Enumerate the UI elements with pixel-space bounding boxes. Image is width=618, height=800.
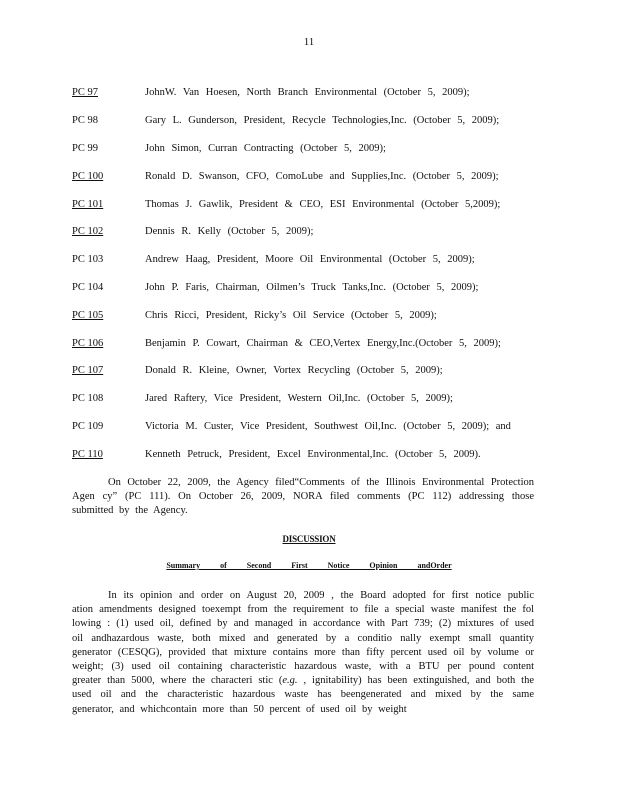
public-comment-row bbox=[72, 310, 552, 324]
public-comment-row bbox=[72, 143, 552, 157]
public-comment-row bbox=[72, 393, 552, 407]
public-comment-row bbox=[72, 226, 552, 240]
public-comment-id: PC 107 bbox=[72, 365, 104, 376]
summary-paragraph-text: In its opinion and order on August 20, 2009 , the Board adopted for first notice public ation amendments designed toexempt from the requirement to file a special waste manifest the fol lowing : (1) used oil, defined by and managed in accordance with Part 739; (2) mixtures of used oil andhazardous waste, both mixed and generated by a conditio nally exempt small quantity generator (CESQG), provided that mixture contains more than fifty percent used oil by volume or weight; (3) used oil containing characteristic hazardous waste, with a BTU per pound content greater than 5000, where the characteri stic ( bbox=[72, 590, 534, 687]
public-comment-description: Jared Raftery, Vice President, Western Oil,Inc. (October 5, 2009); bbox=[145, 393, 453, 404]
public-comment-description: Thomas J. Gawlik, President & CEO, ESI Environmental (October 5,2009); bbox=[145, 199, 501, 210]
public-comment-row bbox=[72, 338, 552, 352]
public-comment-id: PC 104 bbox=[72, 282, 104, 293]
public-comment-row bbox=[72, 365, 552, 379]
public-comment-id: PC 103 bbox=[72, 254, 104, 265]
agency-comments-text: On October 22, 2009, the Agency filed“Comments of the Illinois Environmental Protection Agen cy” (PC 111). On October 26, 2009, NORA filed comments (PC 112) addressing those submitted by the Agency. bbox=[72, 477, 534, 517]
public-comment-description: Ronald D. Swanson, CFO, ComoLube and Supplies,Inc. (October 5, 2009); bbox=[145, 171, 499, 182]
public-comment-description: John P. Faris, Chairman, Oilmen’s Truck Tanks,Inc. (October 5, 2009); bbox=[145, 282, 479, 293]
public-comment-description: Dennis R. Kelly (October 5, 2009); bbox=[145, 226, 314, 237]
agency-comments-paragraph bbox=[72, 476, 534, 519]
public-comment-description: Gary L. Gunderson, President, Recycle Technologies,Inc. (October 5, 2009); bbox=[145, 115, 500, 126]
public-comment-row bbox=[72, 199, 552, 213]
public-comment-row bbox=[72, 171, 552, 185]
discussion-heading: DISCUSSION bbox=[282, 534, 336, 544]
public-comment-id: PC 97 bbox=[72, 87, 98, 98]
public-comment-id: PC 108 bbox=[72, 393, 104, 404]
public-comment-row bbox=[72, 115, 552, 129]
public-comment-id: PC 100 bbox=[72, 171, 104, 182]
summary-paragraph-eg: e.g. bbox=[282, 675, 298, 687]
page-number: 11 bbox=[303, 36, 315, 48]
public-comment-description: Benjamin P. Cowart, Chairman & CEO,Vertex Energy,Inc.(October 5, 2009); bbox=[145, 338, 501, 349]
public-comment-description: John Simon, Curran Contracting (October 5, 2009); bbox=[145, 143, 386, 154]
public-comment-id: PC 99 bbox=[72, 143, 98, 154]
public-comment-description: Kenneth Petruck, President, Excel Environmental,Inc. (October 5, 2009). bbox=[145, 449, 481, 460]
public-comment-id: PC 110 bbox=[72, 449, 103, 460]
public-comment-id: PC 106 bbox=[72, 338, 104, 349]
public-comment-row bbox=[72, 254, 552, 268]
public-comment-id: PC 109 bbox=[72, 421, 104, 432]
summary-heading: Summary of Second First Notice Opinion andOrder bbox=[166, 561, 452, 570]
public-comment-description: Andrew Haag, President, Moore Oil Environmental (October 5, 2009); bbox=[145, 254, 475, 265]
public-comment-description: Donald R. Kleine, Owner, Vortex Recycling (October 5, 2009); bbox=[145, 365, 443, 376]
public-comment-description: JohnW. Van Hoesen, North Branch Environmental (October 5, 2009); bbox=[145, 87, 470, 98]
public-comment-row bbox=[72, 87, 552, 101]
public-comment-description: Victoria M. Custer, Vice President, Southwest Oil,Inc. (October 5, 2009); and bbox=[145, 421, 511, 432]
public-comment-row bbox=[72, 282, 552, 296]
public-comment-id: PC 105 bbox=[72, 310, 104, 321]
public-comment-row bbox=[72, 421, 552, 435]
summary-paragraph-text-end: , ignitability) has been extinguished, and both the used oil and the characteristic hazardous waste has beengenerated and mixed by the same generator, and whichcontain more than 50 percent of used oil by weight bbox=[72, 675, 534, 715]
public-comment-id: PC 101 bbox=[72, 199, 104, 210]
public-comment-row bbox=[72, 449, 552, 463]
public-comment-description: Chris Ricci, President, Ricky’s Oil Service (October 5, 2009); bbox=[145, 310, 437, 321]
public-comment-id: PC 98 bbox=[72, 115, 98, 126]
public-comment-id: PC 102 bbox=[72, 226, 104, 237]
summary-paragraph bbox=[72, 589, 534, 717]
